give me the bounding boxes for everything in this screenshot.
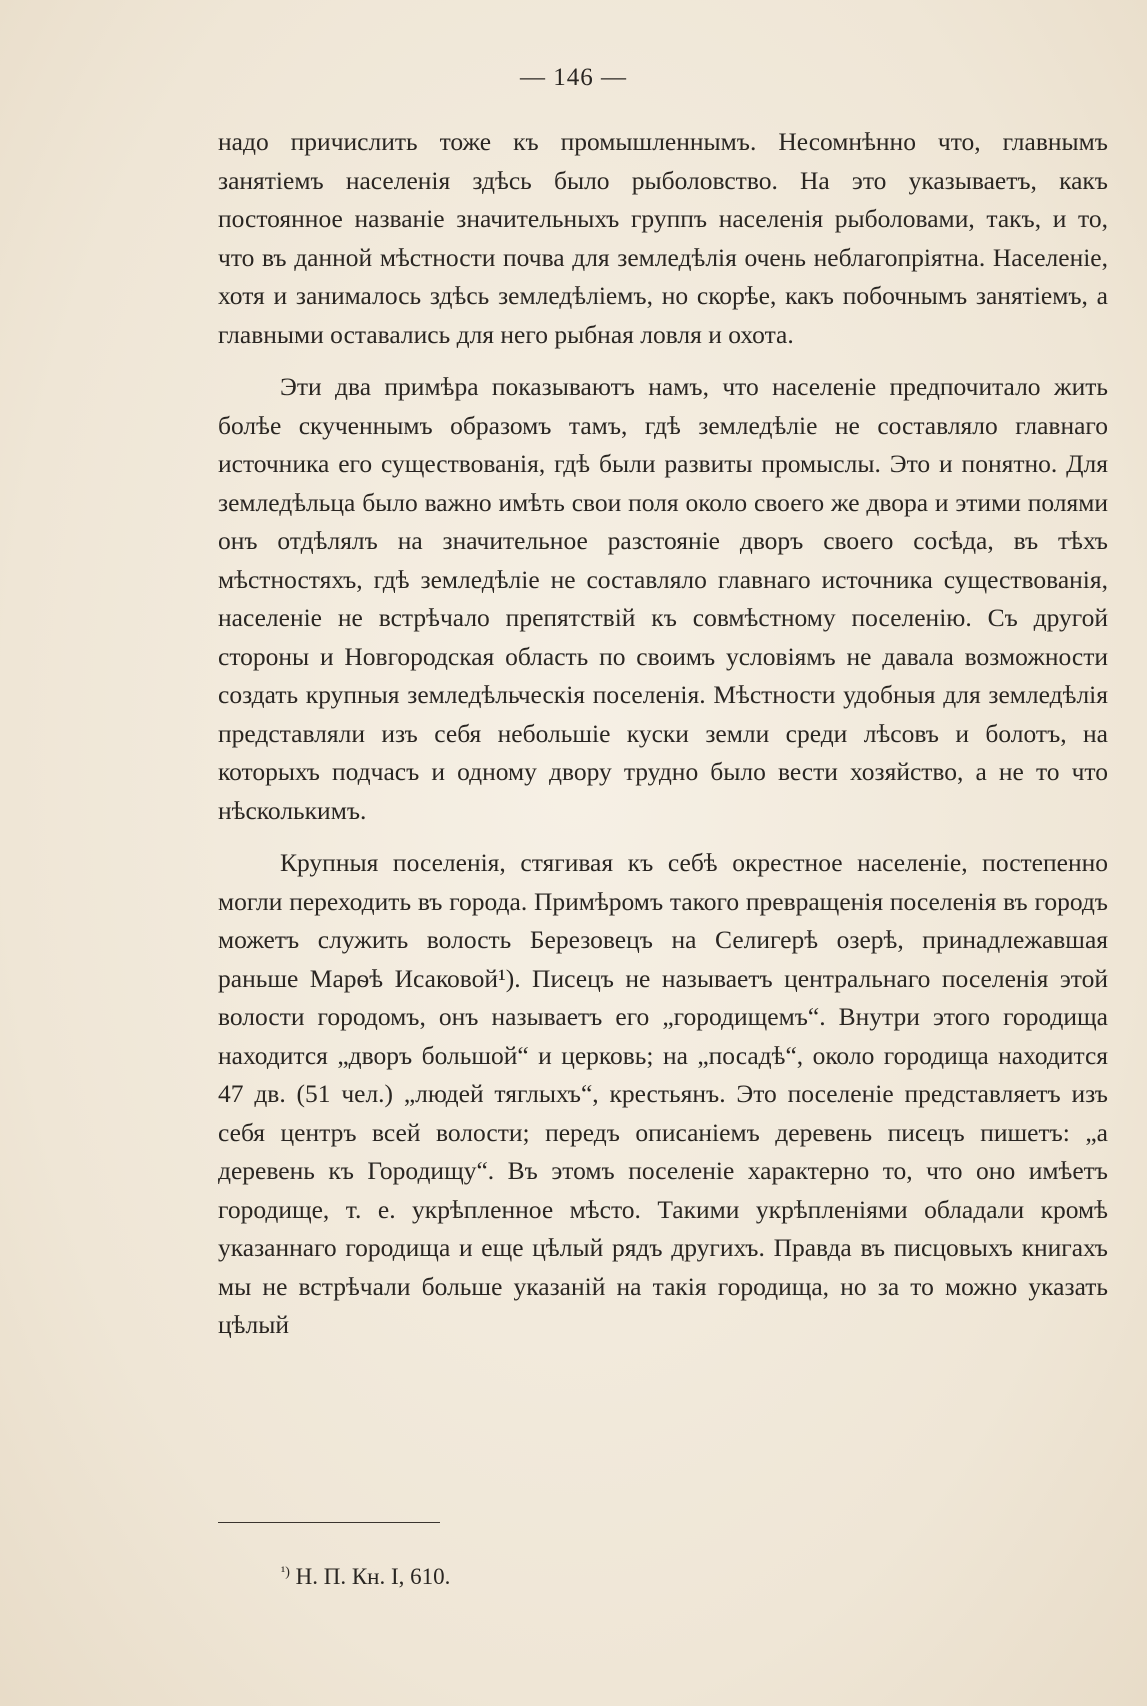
paragraph: Эти два примѣра показываютъ намъ, что населеніе предпочитало жить болѣе скученнымъ образомъ тамъ, гдѣ земледѣліе не составляло главнаго источника его существованія, гдѣ были развиты промыслы. Это и понятно. Для земледѣльца было важно имѣть свои поля около своего же двора и этими полями онъ отдѣлялъ на значительное разстояніе дворъ своего сосѣда, въ тѣхъ мѣстностяхъ, гдѣ земледѣліе не составляло главнаго источника существованія, населеніе не встрѣчало препятствій къ совмѣстному поселенію. Съ другой стороны и Новгородская область по своимъ условіямъ не давала возможности создать крупныя земледѣльческія поселенія. Мѣстности удобныя для земледѣлія представляли изъ себя небольшіе куски земли среди лѣсовъ и болотъ, на которыхъ подчасъ и одному двору трудно было вести хозяйство, а не то что нѣсколькимъ. <box>218 372 1108 825</box>
paragraph: Крупныя поселенія, стягивая къ себѣ окрестное населеніе, постепенно могли переходить въ города. Примѣромъ такого превращенія поселенія въ городъ можетъ служить волость Березовецъ на Селигерѣ озерѣ, принадлежавшая раньше Марѳѣ Исаковой¹). Писецъ не называетъ центральнаго поселенія этой волости городомъ, онъ называетъ его „городищемъ“. Внутри этого городища находится „дворъ большой“ и церковь; на „посадѣ“, около городища находится 47 дв. (51 чел.) „людей тяглыхъ“, крестьянъ. Это поселеніе представляетъ изъ себя центръ всей волости; передъ описаніемъ деревень писецъ пишетъ: „а деревень къ Городищу“. Въ этомъ поселеніе характерно то, что оно имѣетъ городище, т. е. укрѣпленное мѣсто. Такими укрѣпленіями обладали кромѣ указаннаго городища и еще цѣлый рядъ другихъ. Правда въ писцовыхъ книгахъ мы не встрѣчали больше указаній на такія городища, но за то можно указать цѣлый <box>218 848 1108 1339</box>
footnote-divider <box>218 1522 440 1523</box>
footnote-text: Н. П. Кн. I, 610. <box>295 1564 451 1589</box>
footnote-marker: ¹) <box>281 1565 290 1580</box>
body-text <box>218 123 1108 1345</box>
page-number: — 146 — <box>520 64 627 91</box>
paragraph-continued: надо причислить тоже къ промышленнымъ. Несомнѣнно что, главнымъ занятіемъ населенія здѣсь было рыболовство. На это указываетъ, какъ постоянное названіе значительныхъ группъ населенія рыболовами, такъ, и то, что въ данной мѣстности почва для земледѣлія очень неблагопріятна. Населеніе, хотя и занималось здѣсь земледѣліемъ, но скорѣе, какъ побочнымъ занятіемъ, а главными оставались для него рыбная ловля и охота. <box>218 127 1108 349</box>
footnote <box>281 1558 450 1592</box>
